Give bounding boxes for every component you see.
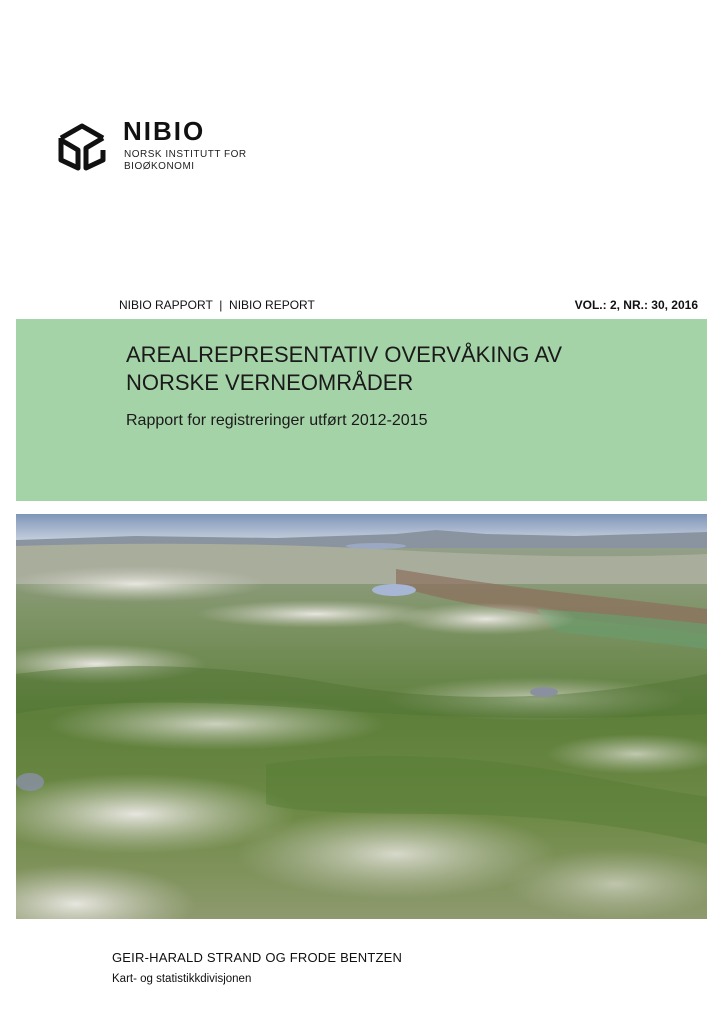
- report-title-line1: AREALREPRESENTATIV OVERVÅKING AV: [126, 342, 563, 367]
- report-title: [126, 341, 686, 397]
- nibio-logo-mark-icon: [56, 120, 108, 174]
- logo-subtitle: [124, 149, 264, 173]
- report-subtitle: Rapport for registreringer utført 2012-2015: [126, 412, 428, 429]
- tundra-landscape-photo: [16, 514, 707, 919]
- report-series: NIBIO RAPPORT | NIBIO REPORT: [119, 298, 315, 312]
- report-title-line2: NORSKE VERNEOMRÅDER: [126, 370, 414, 395]
- title-band: [16, 319, 707, 501]
- authors: GEIR-HARALD STRAND OG FRODE BENTZEN: [112, 950, 403, 965]
- nibio-logo: [56, 118, 256, 178]
- logo-subtitle-line2: BIOØKONOMI: [124, 161, 195, 172]
- cover-photo: [16, 514, 707, 919]
- logo-subtitle-line1: NORSK INSTITUTT FOR: [124, 149, 247, 160]
- volume-number: VOL.: 2, NR.: 30, 2016: [574, 298, 698, 312]
- logo-name: NIBIO: [123, 116, 206, 146]
- division: Kart- og statistikkdivisjonen: [112, 973, 252, 985]
